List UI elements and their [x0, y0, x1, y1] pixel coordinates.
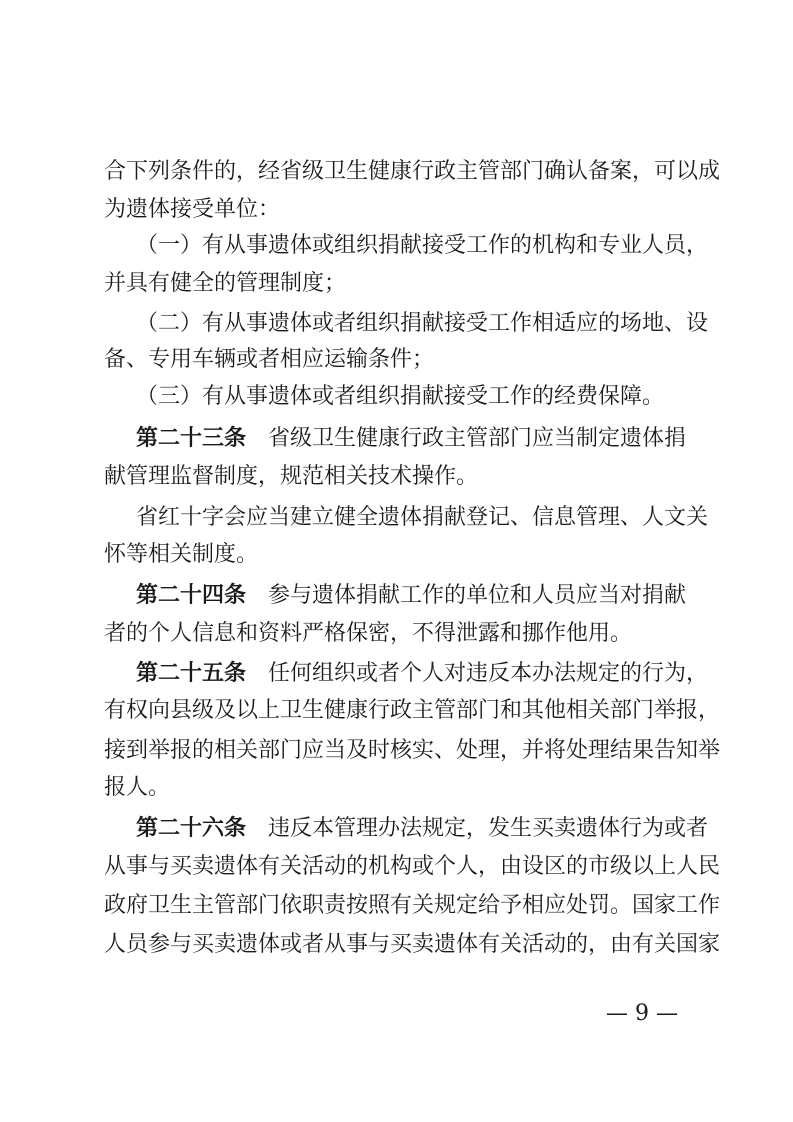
text-line: 献管理监督制度，规范相关技术操作。: [104, 464, 479, 489]
clause-line: （三）有从事遗体或者组织捐献接受工作的经费保障。: [136, 384, 665, 409]
text-line: 接到举报的相关部门应当及时核实、处理，并将处理结果告知举: [104, 738, 721, 763]
article-line: 第二十三条 省级卫生健康行政主管部门应当制定遗体捐: [136, 426, 687, 451]
text-line: 怀等相关制度。: [104, 542, 259, 567]
text-line: 报人。: [104, 775, 171, 800]
clause-line: （一）有从事遗体或组织捐献接受工作的机构和专业人员，: [136, 233, 709, 258]
text-line: 合下列条件的，经省级卫生健康行政主管部门确认备案，可以成: [104, 159, 721, 184]
article-number: 第二十五条: [136, 661, 247, 686]
text-line: 者的个人信息和资料严格保密，不得泄露和挪作他用。: [104, 621, 633, 646]
text-line: 有权向县级及以上卫生健康行政主管部门和其他相关部门举报，: [104, 698, 721, 723]
article-number: 第二十三条: [136, 426, 247, 451]
page-number: — 9 —: [606, 1001, 678, 1026]
article-number: 第二十四条: [136, 583, 247, 608]
text-line: 从事与买卖遗体有关活动的机构或个人，由设区的市级以上人民: [104, 854, 721, 879]
text-line: 并具有健全的管理制度；: [104, 271, 347, 296]
text-line: 政府卫生主管部门依职责按照有关规定给予相应处罚。国家工作: [104, 893, 721, 918]
article-line: 第二十六条 违反本管理办法规定，发生买卖遗体行为或者: [136, 816, 709, 841]
article-number: 第二十六条: [136, 816, 247, 841]
text-line: 人员参与买卖遗体或者从事与买卖遗体有关活动的，由有关国家: [104, 932, 721, 957]
article-line: 第二十五条 任何组织或者个人对违反本办法规定的行为，: [136, 661, 709, 686]
text-line: 省红十字会应当建立健全遗体捐献登记、信息管理、人文关: [136, 505, 709, 530]
clause-line: （二）有从事遗体或者组织捐献接受工作相适应的场地、设: [136, 311, 709, 336]
text-line: 备、专用车辆或者相应运输条件；: [104, 347, 435, 372]
article-line: 第二十四条 参与遗体捐献工作的单位和人员应当对捐献: [136, 583, 687, 608]
text-line: 为遗体接受单位：: [104, 197, 281, 222]
